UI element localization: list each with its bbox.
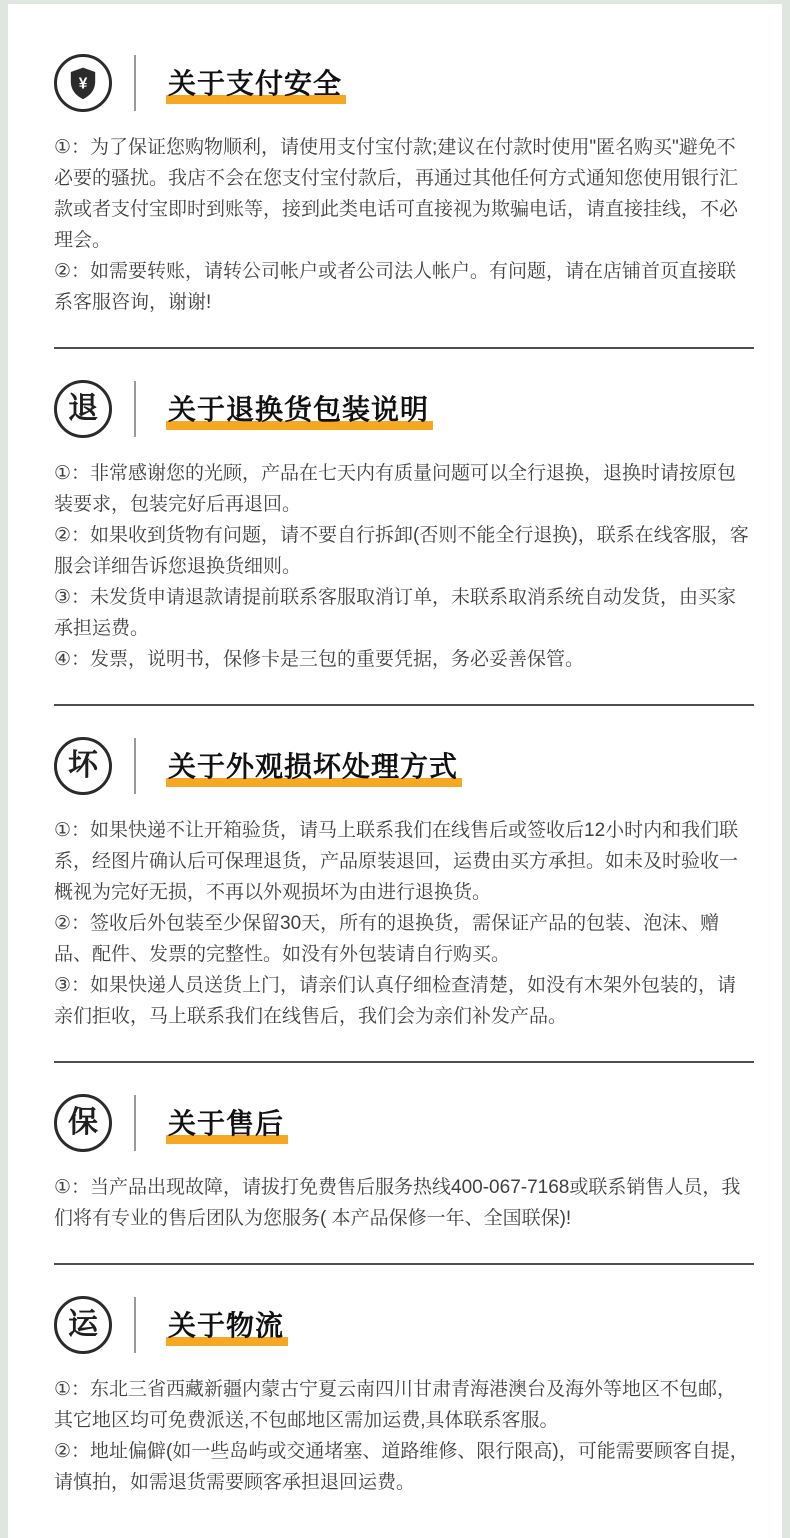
section-body <box>54 458 754 675</box>
shipping-icon: 运 <box>54 1296 112 1354</box>
notice-item: ③：如果快递人员送货上门，请亲们认真仔细检查清楚，如没有木架外包装的，请亲们拒收，马上联系我们在线售后，我们会为亲们补发产品。 <box>54 975 737 1027</box>
notice-item: ④：发票，说明书，保修卡是三包的重要凭据，务必妥善保管。 <box>54 649 585 670</box>
section-header <box>54 54 754 112</box>
section-title: 关于支付安全 <box>166 62 346 104</box>
section-header <box>54 737 754 795</box>
notice-item: ②：如果收到货物有问题，请不要自行拆卸(否则不能全行退换)，联系在线客服，客服会详细告诉您退换货细则。 <box>54 525 749 577</box>
section-body <box>54 1374 754 1498</box>
header-divider <box>134 738 136 794</box>
section-after-sales <box>54 1094 754 1234</box>
section-title: 关于物流 <box>166 1304 288 1346</box>
notice-item: ②：如需要转账，请转公司帐户或者公司法人帐户。有问题，请在店铺首页直接联系客服咨询，谢谢! <box>54 261 737 313</box>
section-title: 关于售后 <box>166 1102 288 1144</box>
notice-item: ①：非常感谢您的光顾，产品在七天内有质量问题可以全行退换，退换时请按原包装要求，包装完好后再退回。 <box>54 463 737 515</box>
shield-yen-icon <box>54 54 112 112</box>
notice-item: ①：东北三省西藏新疆内蒙古宁夏云南四川甘肃青海港澳台及海外等地区不包邮，其它地区均可免费派送,不包邮地区需加运费,具体联系客服。 <box>54 1379 737 1431</box>
section-body <box>54 815 754 1032</box>
section-body <box>54 132 754 318</box>
section-separator <box>54 1263 754 1265</box>
notice-item: ①：如果快递不让开箱验货，请马上联系我们在线售后或签收后12小时内和我们联系，经图片确认后可保理退货，产品原装退回，运费由买方承担。如未及时验收一概视为完好无损，不再以外观损坏为由进行退换货。 <box>54 820 739 903</box>
header-divider <box>134 1095 136 1151</box>
section-header <box>54 1296 754 1354</box>
notice-item: ②：地址偏僻(如一些岛屿或交通堵塞、道路维修、限行限高)，可能需要顾客自提，请慎拍，如需退货需要顾客承担退回运费。 <box>54 1441 749 1493</box>
section-separator <box>54 1061 754 1063</box>
damage-icon: 坏 <box>54 737 112 795</box>
warranty-icon: 保 <box>54 1094 112 1152</box>
section-separator <box>54 704 754 706</box>
header-divider <box>134 1297 136 1353</box>
section-title: 关于退换货包装说明 <box>166 388 433 430</box>
section-damage-handling <box>54 737 754 1032</box>
section-logistics <box>54 1296 754 1498</box>
header-divider <box>134 55 136 111</box>
notice-item: ①：当产品出现故障，请拔打免费售后服务热线400-067-7168或联系销售人员，我们将有专业的售后团队为您服务( 本产品保修一年、全国联保)! <box>54 1177 741 1229</box>
svg-text:¥: ¥ <box>78 75 88 93</box>
notice-card <box>8 4 782 1538</box>
return-icon: 退 <box>54 380 112 438</box>
section-title: 关于外观损坏处理方式 <box>166 745 462 787</box>
section-return-packaging <box>54 380 754 675</box>
section-header <box>54 1094 754 1152</box>
section-header <box>54 380 754 438</box>
section-payment-security <box>54 54 754 318</box>
section-body <box>54 1172 754 1234</box>
section-separator <box>54 347 754 349</box>
header-divider <box>134 381 136 437</box>
notice-item: ①：为了保证您购物顺利，请使用支付宝付款;建议在付款时使用"匿名购买"避免不必要的骚扰。我店不会在您支付宝付款后，再通过其他任何方式通知您使用银行汇款或者支付宝即时到账等，接到此类电话可直接视为欺骗电话，请直接挂线，不必理会。 <box>54 137 739 251</box>
notice-item: ②：签收后外包装至少保留30天，所有的退换货，需保证产品的包装、泡沫、赠品、配件、发票的完整性。如没有外包装请自行购买。 <box>54 913 720 965</box>
notice-item: ③：未发货申请退款请提前联系客服取消订单，未联系取消系统自动发货，由买家承担运费。 <box>54 587 737 639</box>
